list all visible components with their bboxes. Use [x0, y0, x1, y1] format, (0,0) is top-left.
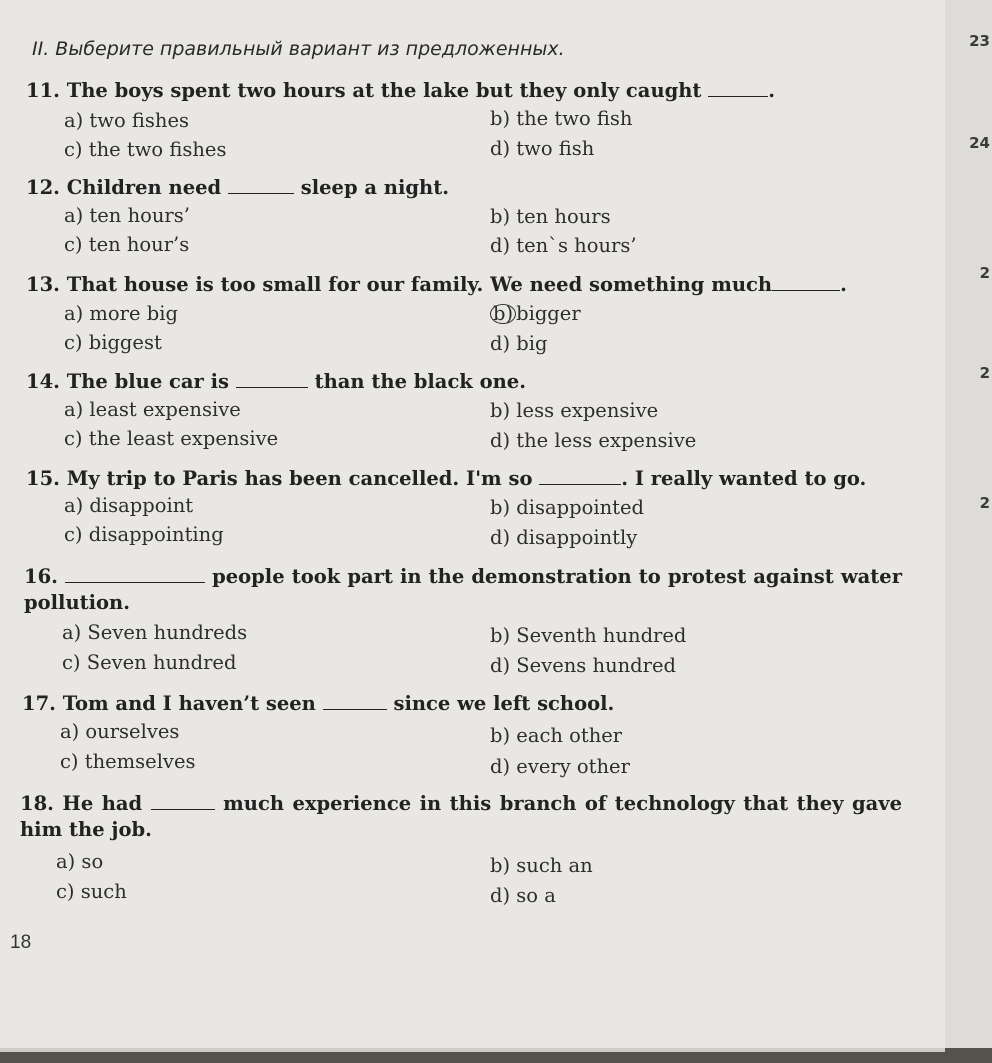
answer-blank[interactable]: [228, 177, 294, 194]
option-a[interactable]: a) ourselves: [60, 720, 180, 743]
side-number: 2: [979, 364, 990, 382]
question-stem: 13. That house is too small for our family. We need something much .: [26, 273, 847, 296]
answer-blank[interactable]: [151, 793, 215, 810]
option-a[interactable]: a) Seven hundreds: [62, 621, 248, 644]
option-a[interactable]: a) least expensive: [64, 398, 241, 421]
question-stem: 16. people took part in the demonstration to protest against water pollution.: [24, 565, 902, 614]
option-d[interactable]: d) Sevens hundred: [490, 654, 677, 677]
option-b[interactable]: b) the two fish: [490, 107, 633, 130]
option-d[interactable]: d) so a: [490, 884, 556, 907]
option-c[interactable]: c) biggest: [64, 331, 162, 354]
option-c[interactable]: c) ten hour’s: [64, 233, 190, 256]
option-b[interactable]: b) bigger: [490, 302, 581, 326]
option-c[interactable]: c) the two fishes: [64, 138, 227, 161]
option-a[interactable]: a) disappoint: [64, 494, 194, 517]
option-d[interactable]: d) two fish: [490, 137, 595, 160]
answer-blank[interactable]: [708, 80, 768, 97]
side-number: 2: [979, 494, 990, 512]
option-d[interactable]: d) ten`s hours’: [490, 234, 637, 257]
option-b[interactable]: b) ten hours: [490, 205, 611, 228]
adjacent-page-edge: [945, 0, 992, 1063]
option-d[interactable]: d) the less expensive: [490, 429, 697, 452]
option-c[interactable]: c) such: [56, 880, 127, 903]
option-d[interactable]: d) every other: [490, 755, 630, 778]
page-number: 18: [10, 932, 32, 953]
answer-blank[interactable]: [236, 371, 308, 388]
option-d[interactable]: d) disappointly: [490, 526, 638, 549]
question-stem: 18. He had much experience in this branch of technology that they gave him the job.: [20, 792, 903, 841]
option-b[interactable]: b) less expensive: [490, 399, 659, 422]
option-a[interactable]: a) more big: [64, 302, 178, 325]
side-number: 24: [969, 134, 990, 152]
option-a[interactable]: a) two fishes: [64, 109, 190, 132]
option-b[interactable]: b) disappointed: [490, 496, 645, 519]
question-stem: 15. My trip to Paris has been cancelled. I'm so . I really wanted to go.: [26, 467, 867, 490]
option-d[interactable]: d) big: [490, 332, 548, 355]
side-number: 23: [969, 32, 990, 50]
side-number: 2: [979, 264, 990, 282]
question-stem: 17. Tom and I haven’t seen since we left school.: [22, 692, 615, 715]
answer-blank[interactable]: [772, 274, 840, 291]
option-b[interactable]: b) each other: [490, 724, 623, 747]
option-c[interactable]: c) Seven hundred: [62, 651, 237, 674]
option-c[interactable]: c) disappointing: [64, 523, 224, 546]
answer-blank[interactable]: [323, 693, 387, 710]
section-header: II. Выберите правильный вариант из предложенных.: [32, 38, 565, 60]
option-a[interactable]: a) ten hours’: [64, 204, 190, 227]
question-stem: 11. The boys spent two hours at the lake but they only caught .: [26, 79, 776, 102]
option-c[interactable]: c) the least expensive: [64, 427, 279, 450]
question-stem: 14. The blue car is than the black one.: [26, 370, 526, 393]
table-surface: [0, 1048, 992, 1063]
answer-blank[interactable]: [65, 566, 205, 583]
answer-blank[interactable]: [539, 468, 621, 485]
option-b[interactable]: b) such an: [490, 854, 593, 877]
option-a[interactable]: a) so: [56, 850, 104, 873]
option-c[interactable]: c) themselves: [60, 750, 196, 773]
question-stem: 12. Children need sleep a night.: [26, 176, 449, 199]
option-b[interactable]: b) Seventh hundred: [490, 624, 687, 647]
handwritten-circle-mark: b): [490, 304, 516, 324]
